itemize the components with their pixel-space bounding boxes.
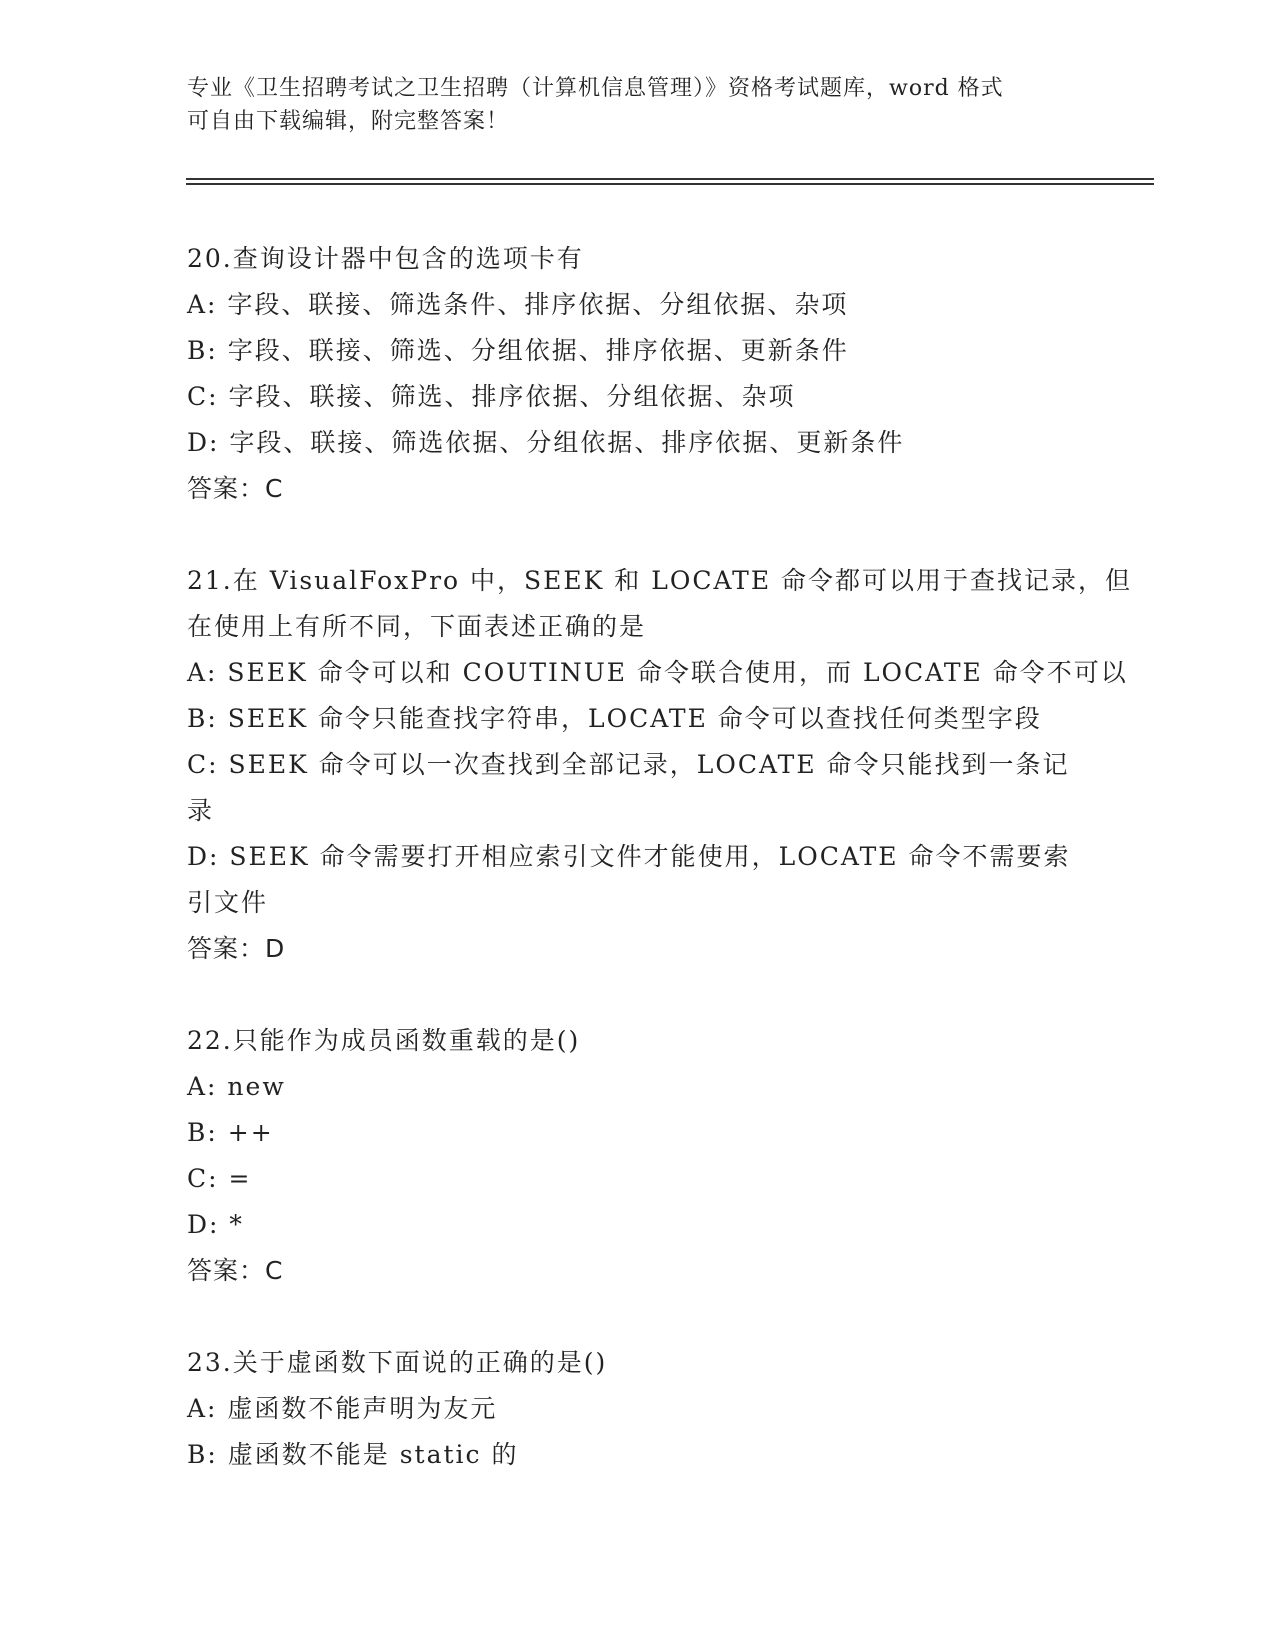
option-d: D: *	[187, 1210, 244, 1239]
question-block	[187, 236, 1087, 512]
option-c: C: SEEK 命令可以一次查找到全部记录，LOCATE 命令只能找到一条记	[187, 750, 1070, 779]
question-block	[187, 558, 1133, 972]
option-b: B: SEEK 命令只能查找字符串，LOCATE 命令可以查找任何类型字段	[187, 704, 1042, 733]
header-divider-bottom	[186, 183, 1154, 185]
question-text: 23.关于虚函数下面说的正确的是()	[187, 1348, 608, 1377]
option-b: B: ++	[187, 1118, 274, 1147]
option-d: D: SEEK 命令需要打开相应索引文件才能使用，LOCATE 命令不需要索	[187, 842, 1071, 871]
option-b: B: 字段、联接、筛选、分组依据、排序依据、更新条件	[187, 336, 849, 365]
option-a: A: new	[187, 1072, 286, 1101]
header-divider-top	[186, 178, 1154, 180]
option-d-continued: 引文件	[187, 888, 269, 917]
question-list	[187, 236, 1133, 1478]
option-a: A: 字段、联接、筛选条件、排序依据、分组依据、杂项	[187, 290, 849, 319]
question-text-continued: 在使用上有所不同，下面表述正确的是	[187, 612, 647, 641]
option-c-continued: 录	[187, 796, 215, 825]
option-c: C: 字段、联接、筛选、排序依据、分组依据、杂项	[187, 382, 796, 411]
question-block	[187, 1018, 1087, 1294]
header-line-1: 专业《卫生招聘考试之卫生招聘（计算机信息管理）》资格考试题库，word 格式	[187, 76, 1004, 101]
document-header	[187, 72, 1087, 138]
answer-text: 答案：C	[187, 474, 284, 503]
answer-text: 答案：C	[187, 1256, 284, 1285]
question-text: 21.在 VisualFoxPro 中，SEEK 和 LOCATE 命令都可以用于查找记录，但	[187, 566, 1133, 595]
option-b: B: 虚函数不能是 static 的	[187, 1440, 519, 1469]
question-text: 20.查询设计器中包含的选项卡有	[187, 244, 584, 273]
question-text: 22.只能作为成员函数重载的是()	[187, 1026, 581, 1055]
header-line-2: 可自由下载编辑，附完整答案！	[187, 109, 510, 134]
option-a: A: SEEK 命令可以和 COUTINUE 命令联合使用，而 LOCATE 命令不可以	[187, 658, 1128, 687]
option-c: C: =	[187, 1164, 252, 1193]
question-spacer	[187, 512, 1087, 558]
answer-text: 答案：D	[187, 934, 286, 963]
question-spacer	[187, 1294, 1087, 1340]
option-d: D: 字段、联接、筛选依据、分组依据、排序依据、更新条件	[187, 428, 905, 457]
question-spacer	[187, 972, 1087, 1018]
question-block	[187, 1340, 1087, 1478]
option-a: A: 虚函数不能声明为友元	[187, 1394, 498, 1423]
